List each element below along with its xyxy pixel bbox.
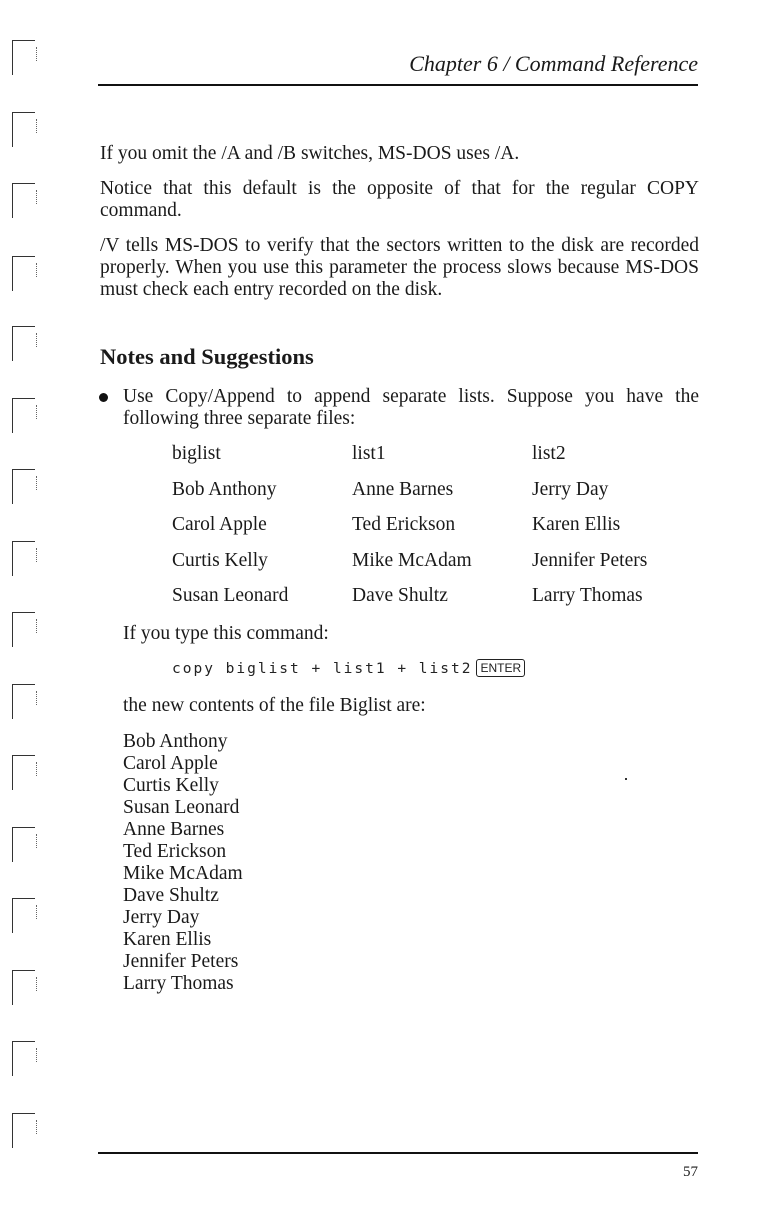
result-list-item: Curtis Kelly — [123, 775, 219, 796]
binder-hole — [12, 541, 35, 576]
binder-hole — [12, 684, 35, 719]
result-list-item: Susan Leonard — [123, 797, 240, 818]
result-list-item: Anne Barnes — [123, 819, 225, 840]
binder-hole — [12, 40, 35, 75]
binder-hole — [12, 398, 35, 433]
result-list — [123, 731, 243, 995]
result-list-item: Ted Erickson — [123, 841, 227, 862]
files-table-cell: Anne Barnes — [352, 478, 454, 500]
files-table-cell: Karen Ellis — [532, 514, 621, 536]
running-header — [98, 50, 698, 86]
result-list-item: Dave Shultz — [123, 885, 219, 906]
files-table-cell: Larry Thomas — [532, 585, 643, 607]
binder-hole — [12, 612, 35, 647]
files-table-cell: Jerry Day — [532, 478, 609, 500]
result-list-item: Bob Anthony — [123, 731, 228, 752]
binder-hole — [12, 898, 35, 933]
paragraph-omit-switches: If you omit the /A and /B switches, MS-DOS uses /A. — [100, 143, 520, 164]
footer-rule — [98, 1152, 698, 1154]
page-number: 57 — [683, 1164, 698, 1180]
enter-key-icon: ENTER — [476, 659, 525, 677]
files-table-cell: Dave Shultz — [352, 585, 448, 607]
result-list-item: Karen Ellis — [123, 929, 212, 950]
binder-hole — [12, 755, 35, 790]
new-contents-text: the new contents of the file Biglist are: — [123, 695, 426, 716]
if-you-type-text: If you type this command: — [123, 623, 329, 644]
files-table — [172, 443, 702, 621]
section-heading: Notes and Suggestions — [100, 344, 314, 369]
binder-hole — [12, 183, 35, 218]
files-table-cell: Jennifer Peters — [532, 549, 648, 571]
binder-holes — [0, 0, 50, 1213]
bullet-icon — [99, 393, 108, 402]
files-table-cell: Ted Erickson — [352, 514, 456, 536]
result-list-item: Jerry Day — [123, 907, 200, 928]
files-table-cell: Curtis Kelly — [172, 549, 268, 571]
bullet-text: Use Copy/Append to append separate lists. Suppose you have the following three separate files: — [123, 386, 699, 429]
files-table-header-row — [172, 443, 702, 479]
files-table-cell: Carol Apple — [172, 514, 267, 536]
files-table-cell: list2 — [532, 443, 566, 464]
command-text: copy biglist + list1 + list2 — [172, 661, 473, 677]
command-line — [172, 659, 525, 677]
scan-speck — [625, 778, 627, 780]
binder-hole — [12, 469, 35, 504]
binder-hole — [12, 256, 35, 291]
result-list-item: Jennifer Peters — [123, 951, 239, 972]
binder-hole — [12, 1113, 35, 1148]
files-table-cell: list1 — [352, 443, 386, 464]
result-list-item: Carol Apple — [123, 753, 218, 774]
result-list-item: Larry Thomas — [123, 973, 234, 994]
files-table-row — [172, 550, 702, 586]
binder-hole — [12, 970, 35, 1005]
files-table-row — [172, 585, 702, 621]
files-table-row — [172, 479, 702, 515]
binder-hole — [12, 1041, 35, 1076]
binder-hole — [12, 326, 35, 361]
result-list-item: Mike McAdam — [123, 863, 243, 884]
running-title: Chapter 6 / Command Reference — [409, 51, 698, 76]
files-table-row — [172, 514, 702, 550]
binder-hole — [12, 827, 35, 862]
paragraph-default-note: Notice that this default is the opposite of that for the regular COPY command. — [100, 178, 699, 221]
files-table-cell: Mike McAdam — [352, 549, 472, 571]
binder-hole — [12, 112, 35, 147]
paragraph-verify-switch: /V tells MS-DOS to verify that the sectors written to the disk are recorded properly. When you use this parameter the process slows because MS-DOS must check each entry recorded on the disk. — [100, 235, 699, 300]
files-table-cell: Bob Anthony — [172, 478, 277, 500]
files-table-cell: biglist — [172, 443, 221, 464]
files-table-cell: Susan Leonard — [172, 585, 289, 607]
